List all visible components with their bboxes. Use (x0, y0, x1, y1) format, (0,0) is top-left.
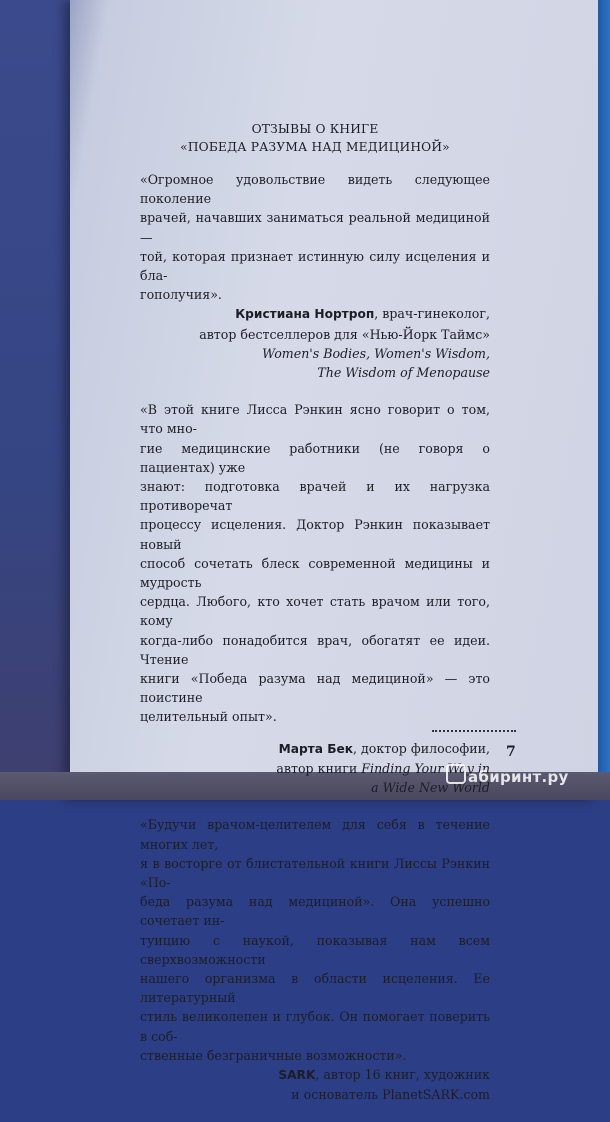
book-cover-edge (598, 0, 610, 800)
review-1 (140, 170, 490, 382)
review-attribution: Кристиана Нортроп, врач-гинеколог, автор бестселлеров для «Нью-Йорк Таймс» Women's Bodies, Women's Wisdom, The Wisdom of Menopause (199, 306, 490, 381)
labirint-logo-icon (446, 764, 466, 784)
background-left (0, 0, 70, 800)
page-title: ОТЗЫВЫ О КНИГЕ «ПОБЕДА РАЗУМА НАД МЕДИЦИНОЙ» (180, 122, 450, 154)
review-attribution: SARK, автор 16 книг, художник и основатель PlanetSARK.com (278, 1066, 490, 1103)
review-quote: «В этой книге Лисса Рэнкин ясно говорит о том, что мно- гие медицинские работники (не говоря о пациентах) уже знают: подготовка врачей и их нагрузка противоречат процессу исцеления. Доктор Рэнкин показывает новый способ сочетать блеск современной медицины и мудрость сердца. Любого, кто хочет стать врачом или того, кому когда-либо понадобится врач, обогатят ее идеи. Чтение книги «Победа разума над медициной» — это поистине целительный опыт». (140, 402, 490, 725)
page-content (140, 120, 490, 1122)
page-number: 7 (506, 744, 516, 760)
review-2 (140, 400, 490, 797)
review-quote: «Будучи врачом-целителем для себя в течение многих лет, я в восторге от блистательной книги Лиссы Рэнкин «По- беда разума над медициной». Она успешно сочетает ин- туицию с наукой, показывая нам всем сверхвозможности нашего организма в области исцеления. Ее литературный стиль великолепен и глубок. Он помогает поверить в соб- ственные безграничные возможности». (140, 817, 490, 1063)
review-author: Кристиана Нортроп (235, 307, 375, 322)
review-attribution: Марта Бек, доктор философии, автор книги Finding Your Way in a Wide New World (276, 740, 490, 796)
watermark: абиринт.ру (468, 768, 569, 786)
footer-dotted-rule (432, 730, 516, 734)
review-quote: «Огромное удовольствие видеть следующее поколение врачей, начавших заниматься реальной медициной — той, которая признает истинную силу исцеления и бла- гополучия». (140, 172, 490, 303)
review-3 (140, 815, 490, 1104)
review-author: Марта Бек (278, 741, 354, 756)
review-author: SARK (278, 1067, 316, 1082)
